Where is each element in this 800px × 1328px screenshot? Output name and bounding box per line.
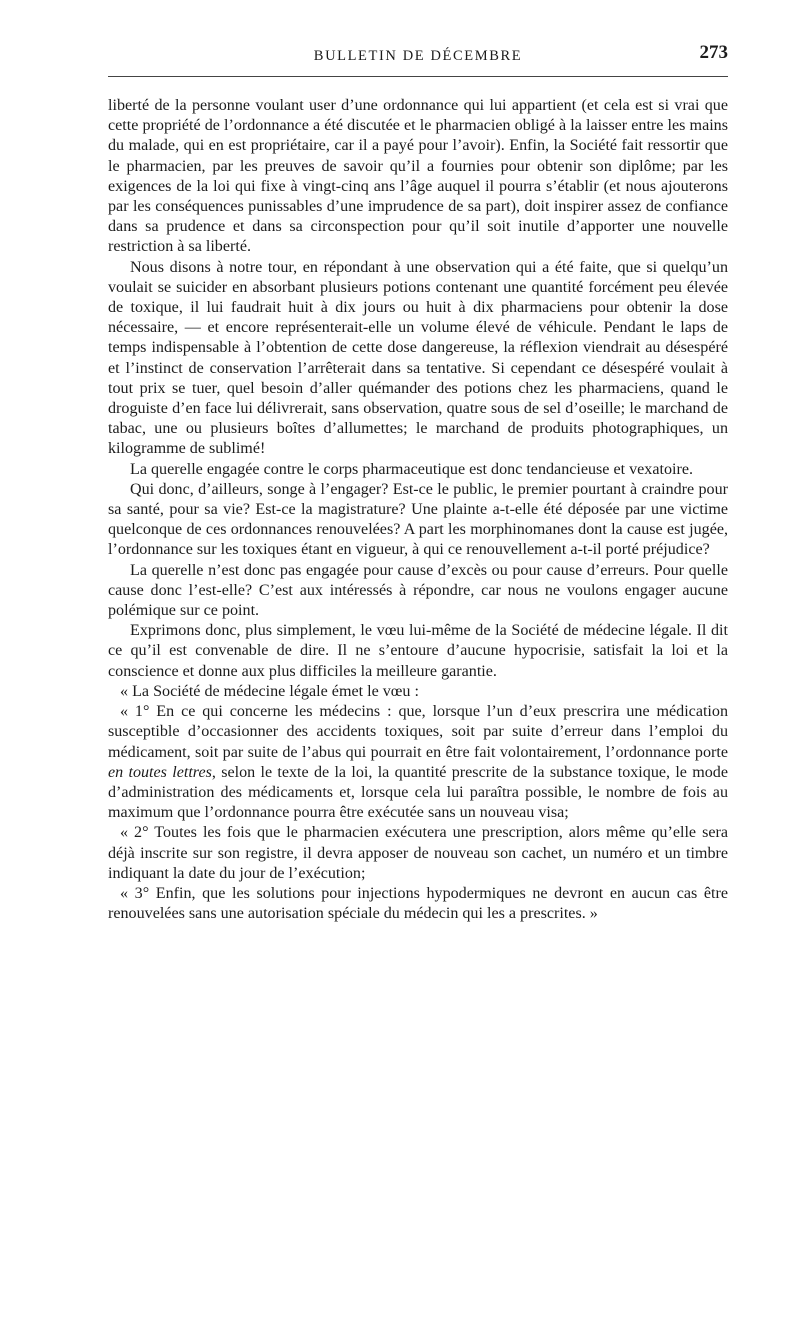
header-rule xyxy=(108,76,728,77)
page-number: 273 xyxy=(699,42,728,63)
paragraph-3: La querelle engagée contre le corps pharmaceutique est donc tendancieuse et vexatoire. xyxy=(130,460,694,478)
paragraph-2: Nous disons à notre tour, en répondant à une observation qui a été faite, que si quelqu’un voulait se suicider en absorbant plusieurs potions contenant une quantité forcément peu élevée de toxique, il lui faudrait huit à dix jours ou huit à dix pharmaciens pour obtenir la dose nécessaire, — et encore représenterait-elle un volume élevé de véhicule. Pendant le laps de temps indispensable à l’obtention de cette dose dangereuse, la réflexion viendrait au désespéré et l’instinct de conservation l’arrêterait dans sa tentative. Si cependant ce désespéré voulait à tout prix se tuer, quel besoin d’aller quémander des potions chez les pharmaciens, quand le droguiste d’en face lui délivrerait, sans observation, quatre sous de sel d’oseille; le marchand de tabac, une ou plusieurs boîtes d’allumettes; le marchand de produits photographiques, un kilogramme de sublimé! xyxy=(108,258,728,458)
paragraph-6: Exprimons donc, plus simplement, le vœu lui-même de la Société de médecine légale. Il dit ce qu’il est convenable de dire. Il ne s’entoure d’aucune hypocrisie, satisfait la loi et la conscience et donne aux plus difficiles la meilleure garantie. xyxy=(108,622,728,680)
paragraph-7: « La Société de médecine légale émet le vœu : xyxy=(120,682,419,700)
paragraph-5: La querelle n’est donc pas engagée pour cause d’excès ou pour cause d’erreurs. Pour quelle cause donc l’est-elle? C’est aux intéressés à répondre, car nous ne voulons engager aucune polémique sur ce point. xyxy=(108,561,728,620)
paragraph-1: liberté de la personne voulant user d’une ordonnance qui lui appartient (et cela est si vrai que cette propriété de l’ordonnance a été discutée et le pharmacien obligé à la laisser entre les mains du malade, qui en est propriétaire, car il a payé pour l’avoir). Enfin, la Société fait ressortir que le pharmacien, par les preuves de savoir qu’il a fournies pour obtenir son diplôme; par les exigences de la loi qui fixe à vingt-cinq ans l’âge auquel il pourra s’établir (et nous ajouterons par les conséquences punissables d’une imprudence de sa part), doit inspirer assez de confiance dans sa prudence et dans sa circonspection pour qu’il soit inutile d’apporter une nouvelle restriction à sa liberté. xyxy=(108,97,728,256)
page-header xyxy=(108,42,728,76)
paragraph-8 xyxy=(108,702,728,823)
paragraph-8-part-1: « 1° En ce qui concerne les médecins : que, lorsque l’un d’eux prescrira une médication susceptible d’occasionner des accidents toxiques, soit par suite d’erreur dans l’emploi du médicament, soit par suite de l’abus qui pourrait en être fait volontairement, l’ordonnance porte xyxy=(108,703,728,761)
paragraph-8-part-2: , selon le texte de la loi, la quantité prescrite de la substance toxique, le mode d’administration des médicaments et, lorsque cela lui paraîtra possible, le nombre de fois au maximum que l’ordonnance pourra être exécutée sans un nouveau visa; xyxy=(108,763,729,822)
paragraph-8-italic: en toutes lettres xyxy=(108,763,212,781)
paragraph-9: « 2° Toutes les fois que le pharmacien exécutera une prescription, alors même qu’elle sera déjà inscrite sur son registre, il devra apposer de nouveau son cachet, un numéro et un timbre indiquant la date du jour de l’exécution; xyxy=(108,824,728,882)
running-title: BULLETIN DE DÉCEMBRE xyxy=(313,48,523,64)
paragraph-10: « 3° Enfin, que les solutions pour injections hypodermiques ne devront en aucun cas être renouvelées sans une autorisation spéciale du médecin qui les a prescrites. » xyxy=(108,884,728,923)
body-text xyxy=(108,96,728,924)
paragraph-4: Qui donc, d’ailleurs, songe à l’engager? Est-ce le public, le premier pourtant à craindre pour sa santé, pour sa vie? Est-ce la magistrature? Une plainte a-t-elle été déposée par une victime quelconque de ces ordonnances renouvelées? A part les morphinomanes dont la cause est jugée, l’ordonnance sur les toxiques étant en vigueur, à qui ce renouvellement a-t-il porté préjudice? xyxy=(108,480,728,559)
